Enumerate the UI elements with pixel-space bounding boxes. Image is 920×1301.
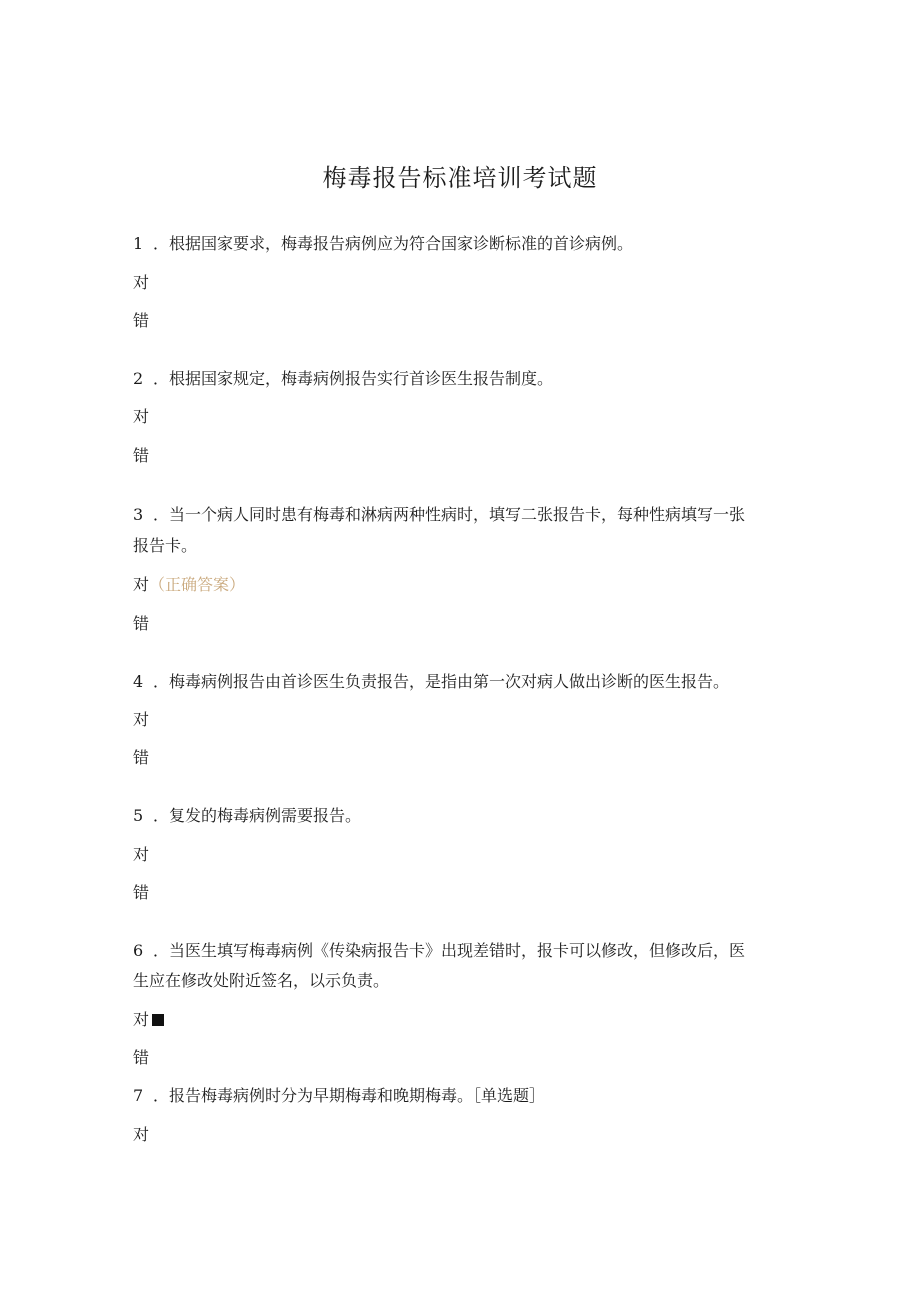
question-1-option-true[interactable]: 对 — [133, 273, 150, 292]
question-4-text — [133, 669, 729, 695]
question-3-option-false[interactable]: 错 — [133, 614, 150, 633]
question-7-option-true[interactable]: 对 — [133, 1125, 150, 1144]
question-number: 7 — [133, 1086, 144, 1105]
question-5-text — [133, 803, 361, 829]
question-6-option-true[interactable] — [133, 1007, 164, 1033]
question-number: 3 — [133, 505, 144, 524]
question-7-text — [133, 1083, 545, 1109]
question-4-option-false[interactable]: 错 — [133, 748, 150, 767]
question-line: ．当一个病人同时患有梅毒和淋病两种性病时，填写二张报告卡，每种性病填写一张 — [153, 505, 746, 524]
question-3-option-true[interactable] — [133, 572, 245, 598]
question-2-text — [133, 366, 553, 392]
page-title: 梅毒报告标准培训考试题 — [322, 164, 598, 192]
filled-square-icon — [152, 1014, 164, 1026]
question-1-option-false[interactable]: 错 — [133, 311, 150, 330]
question-6-text — [133, 938, 745, 964]
question-6-text-continued: 生应在修改处附近签名，以示负责。 — [133, 971, 390, 990]
question-line: ．根据国家要求，梅毒报告病例应为符合国家诊断标准的首诊病例。 — [153, 234, 634, 253]
question-3-text-continued: 报告卡。 — [133, 536, 198, 555]
question-4-option-true[interactable]: 对 — [133, 710, 150, 729]
question-line: ．报告梅毒病例时分为早期梅毒和晚期梅毒。［单选题］ — [153, 1086, 546, 1105]
question-3-text — [133, 502, 745, 528]
option-label: 对 — [133, 575, 150, 594]
question-2-option-false[interactable]: 错 — [133, 446, 150, 465]
question-number: 2 — [133, 369, 144, 388]
question-number: 6 — [133, 941, 144, 960]
question-number: 5 — [133, 806, 144, 825]
question-number: 1 — [133, 234, 144, 253]
question-line: ．当医生填写梅毒病例《传染病报告卡》出现差错时，报卡可以修改，但修改后，医 — [153, 941, 746, 960]
question-line: ．梅毒病例报告由首诊医生负责报告，是指由第一次对病人做出诊断的医生报告。 — [153, 672, 730, 691]
question-line: ．根据国家规定，梅毒病例报告实行首诊医生报告制度。 — [153, 369, 554, 388]
question-line: ．复发的梅毒病例需要报告。 — [153, 806, 362, 825]
question-5-option-false[interactable]: 错 — [133, 883, 150, 902]
question-6-option-false[interactable]: 错 — [133, 1048, 150, 1067]
option-label: 对 — [133, 1010, 150, 1029]
correct-answer-tag: （正确答案） — [149, 575, 246, 594]
question-5-option-true[interactable]: 对 — [133, 845, 150, 864]
question-1-text — [133, 231, 633, 257]
question-number: 4 — [133, 672, 144, 691]
question-2-option-true[interactable]: 对 — [133, 407, 150, 426]
